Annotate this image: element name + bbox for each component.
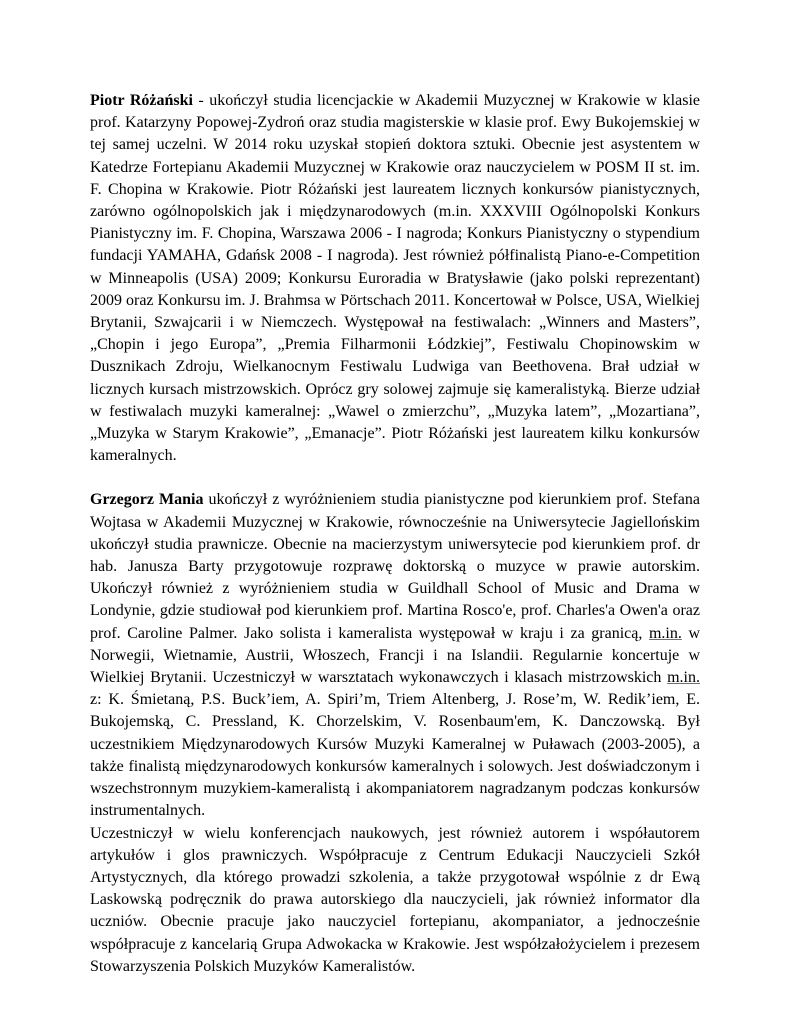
bio-text: ukończył z wyróżnieniem studia pianistyczne pod kierunkiem prof. Stefana Wojtasa w Akademii Muzycznej w Krakowie, równocześnie na Uniwersytecie Jagiellońskim ukończył studia prawnicze. Obecnie na macierzystym uniwersytecie pod kierunkiem prof. dr hab. Janusza Barty przygotowuje rozprawę doktorską o muzyce w prawie autorskim. Ukończył również z wyróżnieniem studia w Guildhall School of Music and Drama w Londynie, gdzie studiował pod kierunkiem prof. Martina Rosco'e, prof. Charles'a Owen'a oraz prof. Caroline Palmer. Jako solista i kameralista występował w kraju i za granicą, <box>90 491 700 642</box>
bio-name: Piotr Różański <box>90 92 193 109</box>
bio-text: Uczestniczył w wielu konferencjach naukowych, jest również autorem i współautorem artykułów i glos prawniczych. Współpracuje z Centrum Edukacji Nauczycieli Szkół Artystycznych, dla którego prowadzi szkolenia, a także przygotował wspólnie z dr Ewą Laskowską podręcznik do prawa autorskiego dla nauczycieli, jak również informator dla uczniów. Obecnie pracuje jako nauczyciel fortepianu, akompaniator, a jednocześnie współpracuje z kancelarią Grupa Adwokacka w Krakowie. Jest współzałożycielem i prezesem Stowarzyszenia Polskich Muzyków Kameralistów. <box>90 824 700 975</box>
bio-name: Grzegorz Mania <box>90 491 204 509</box>
bio-piotr-rozanski <box>90 90 700 467</box>
document-page <box>90 90 700 978</box>
bio-grzegorz-mania <box>90 489 700 977</box>
bio-paragraph <box>90 823 700 978</box>
bio-paragraph <box>90 489 700 822</box>
bio-text: w Norwegii, Wietnamie, Austrii, Włoszech, Francji i na Islandii. Regularnie koncertuje w Wielkiej Brytanii. Uczestniczył w warsztatach wykonawczych i klasach mistrzowskich <box>90 624 700 687</box>
hyperlink-m-in[interactable]: m.in. <box>667 669 700 687</box>
bio-text: - ukończył studia licencjackie w Akademii Muzycznej w Krakowie w klasie prof. Katarzyny Popowej-Zydroń oraz studia magisterskie w klasie prof. Ewy Bukojemskiej w tej samej uczelni. W 2014 roku uzyskał stopień doktora sztuki. Obecnie jest asystentem w Katedrze Fortepianu Akademii Muzycznej w Krakowie oraz nauczycielem w POSM II st. im. F. Chopina w Krakowie. Piotr Różański jest laureatem licznych konkursów pianistycznych, zarówno ogólnopolskich jak i międzynarodowych (m.in. XXXVIII Ogólnopolski Konkurs Pianistyczny im. F. Chopina, Warszawa 2006 - I nagroda; Konkurs Pianistyczny o stypendium fundacji YAMAHA, Gdańsk 2008 - I nagroda). Jest również półfinalistą Piano-e-Competition w Minneapolis (USA) 2009; Konkursu Euroradia w Bratysławie (jako polski reprezentant) 2009 oraz Konkursu im. J. Brahmsa w Pörtschach 2011. Koncertował w Polsce, USA, Wielkiej Brytanii, Szwajcarii i w Niemczech. Występował na festiwalach: „Winners and Masters”, „Chopin i jego Europa”, „Premia Filharmonii Łódzkiej”, Festiwalu Chopinowskim w Dusznikach Zdroju, Wielkanocnym Festiwalu Ludwiga van Beethovena. Brał udział w licznych kursach mistrzowskich. Oprócz gry solowej zajmuje się kameralistyką. Bierze udział w festiwalach muzyki kameralnej: „Wawel o zmierzchu”, „Muzyka latem”, „Mozartiana”, „Muzyka w Starym Krakowie”, „Emanacje”. Piotr Różański jest laureatem kilku konkursów kameralnych. <box>90 92 700 465</box>
hyperlink-m-in[interactable]: m.in. <box>648 624 682 642</box>
bio-paragraph <box>90 90 700 467</box>
bio-text: z: K. Śmietaną, P.S. Buck’iem, A. Spiri’m, Triem Altenberg, J. Rose’m, W. Redik’iem, E. Bukojemską, C. Pressland, K. Chorzelskim, V. Rosenbaum'em, K. Danczowską. Był uczestnikiem Międzynarodowych Kursów Muzyki Kameralnej w Puławach (2003-2005), a także finalistą międzynarodowych konkursów kameralnych i solowych. Jest doświadczonym i wszechstronnym muzykiem-kameralistą i akompaniatorem nagradzanym podczas konkursów instrumentalnych. <box>90 691 700 820</box>
